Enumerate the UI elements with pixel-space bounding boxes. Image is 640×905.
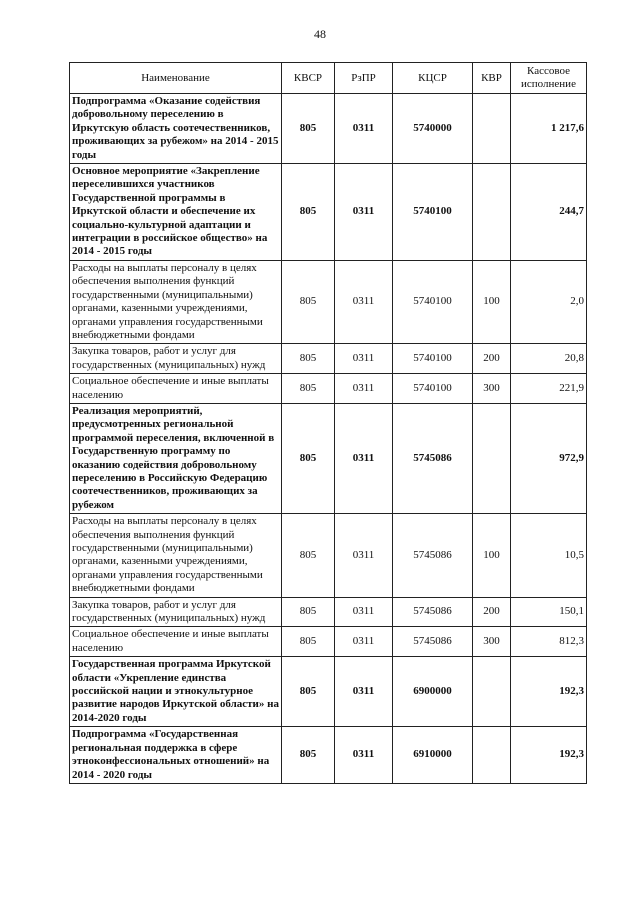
row-rzpr: 0311 xyxy=(335,514,393,597)
row-kvr: 100 xyxy=(473,514,511,597)
row-name: Реализация мероприятий, предусмотренных региональной программой переселения, включенной в Государственную программу по оказанию содействия добровольному переселению в Российскую Федерацию соотечественников, проживающих за рубежом xyxy=(70,403,282,513)
table-row xyxy=(70,597,587,627)
row-kvr: 200 xyxy=(473,597,511,627)
row-kcsr: 6900000 xyxy=(393,657,473,727)
row-kcsr: 5740000 xyxy=(393,94,473,164)
row-kvsr: 805 xyxy=(282,374,335,404)
row-rzpr: 0311 xyxy=(335,727,393,784)
row-kcsr: 5740100 xyxy=(393,344,473,374)
row-kvr: 200 xyxy=(473,344,511,374)
table-row xyxy=(70,403,587,513)
table-row xyxy=(70,727,587,784)
row-kvr xyxy=(473,164,511,261)
row-rzpr: 0311 xyxy=(335,374,393,404)
row-name: Социальное обеспечение и иные выплаты населению xyxy=(70,374,282,404)
page-number: 48 xyxy=(314,27,326,41)
row-kvr xyxy=(473,727,511,784)
row-kvr: 300 xyxy=(473,374,511,404)
row-kvsr: 805 xyxy=(282,657,335,727)
row-rzpr: 0311 xyxy=(335,344,393,374)
table-row xyxy=(70,374,587,404)
row-kcsr: 5740100 xyxy=(393,374,473,404)
row-kcsr: 5740100 xyxy=(393,260,473,343)
row-rzpr: 0311 xyxy=(335,260,393,343)
header-kcsr: КЦСР xyxy=(393,63,473,94)
row-sum: 150,1 xyxy=(511,597,587,627)
row-kcsr: 5745086 xyxy=(393,403,473,513)
row-kcsr: 5745086 xyxy=(393,597,473,627)
row-kvr xyxy=(473,94,511,164)
table-header-row xyxy=(70,63,587,94)
row-sum: 2,0 xyxy=(511,260,587,343)
row-kcsr: 6910000 xyxy=(393,727,473,784)
row-kvsr: 805 xyxy=(282,164,335,261)
row-sum: 972,9 xyxy=(511,403,587,513)
row-kcsr: 5745086 xyxy=(393,627,473,657)
table-row xyxy=(70,627,587,657)
row-name: Государственная программа Иркутской области «Укрепление единства российской нации и этнокультурное развитие народов Иркутской области» на 2014-2020 годы xyxy=(70,657,282,727)
row-kvsr: 805 xyxy=(282,627,335,657)
header-sum: Кассовое исполнение xyxy=(511,63,587,94)
row-sum: 244,7 xyxy=(511,164,587,261)
row-name: Расходы на выплаты персоналу в целях обеспечения выполнения функций государственными (муниципальными) органами, казенными учреждениями, органами управления государственными внебюджетными фондами xyxy=(70,260,282,343)
row-kvsr: 805 xyxy=(282,344,335,374)
row-sum: 1 217,6 xyxy=(511,94,587,164)
row-kvr: 100 xyxy=(473,260,511,343)
row-sum: 221,9 xyxy=(511,374,587,404)
row-rzpr: 0311 xyxy=(335,94,393,164)
row-rzpr: 0311 xyxy=(335,403,393,513)
header-kvr: КВР xyxy=(473,63,511,94)
header-name: Наименование xyxy=(70,63,282,94)
row-sum: 20,8 xyxy=(511,344,587,374)
row-kvr xyxy=(473,657,511,727)
row-name: Расходы на выплаты персоналу в целях обеспечения выполнения функций государственными (муниципальными) органами, казенными учреждениями, органами управления государственными внебюджетными фондами xyxy=(70,514,282,597)
row-kvsr: 805 xyxy=(282,727,335,784)
row-kvsr: 805 xyxy=(282,94,335,164)
row-name: Подпрограмма «Оказание содействия добровольному переселению в Иркутскую область соотечественников, проживающих за рубежом» на 2014 - 2015 годы xyxy=(70,94,282,164)
row-sum: 192,3 xyxy=(511,727,587,784)
row-name: Закупка товаров, работ и услуг для государственных (муниципальных) нужд xyxy=(70,344,282,374)
row-kvsr: 805 xyxy=(282,403,335,513)
row-name: Закупка товаров, работ и услуг для государственных (муниципальных) нужд xyxy=(70,597,282,627)
row-kcsr: 5745086 xyxy=(393,514,473,597)
row-kcsr: 5740100 xyxy=(393,164,473,261)
row-sum: 812,3 xyxy=(511,627,587,657)
row-rzpr: 0311 xyxy=(335,627,393,657)
row-name: Социальное обеспечение и иные выплаты населению xyxy=(70,627,282,657)
row-kvr: 300 xyxy=(473,627,511,657)
header-kvsr: КВСР xyxy=(282,63,335,94)
header-rzpr: РзПР xyxy=(335,63,393,94)
row-kvsr: 805 xyxy=(282,260,335,343)
table-row xyxy=(70,344,587,374)
row-rzpr: 0311 xyxy=(335,597,393,627)
table-row xyxy=(70,94,587,164)
row-sum: 192,3 xyxy=(511,657,587,727)
row-kvsr: 805 xyxy=(282,597,335,627)
table-row xyxy=(70,657,587,727)
row-kvr xyxy=(473,403,511,513)
table-row xyxy=(70,164,587,261)
row-name: Подпрограмма «Государственная региональная поддержка в сфере этноконфессиональных отношений» на 2014 - 2020 годы xyxy=(70,727,282,784)
budget-execution-table xyxy=(69,62,587,784)
row-rzpr: 0311 xyxy=(335,657,393,727)
row-rzpr: 0311 xyxy=(335,164,393,261)
table-row xyxy=(70,260,587,343)
row-sum: 10,5 xyxy=(511,514,587,597)
table-row xyxy=(70,514,587,597)
row-kvsr: 805 xyxy=(282,514,335,597)
row-name: Основное мероприятие «Закрепление переселившихся участников Государственной программы в Иркутской области и обеспечение их социально-культурной адаптации и интеграции в российское общество» на 2014 - 2015 годы xyxy=(70,164,282,261)
